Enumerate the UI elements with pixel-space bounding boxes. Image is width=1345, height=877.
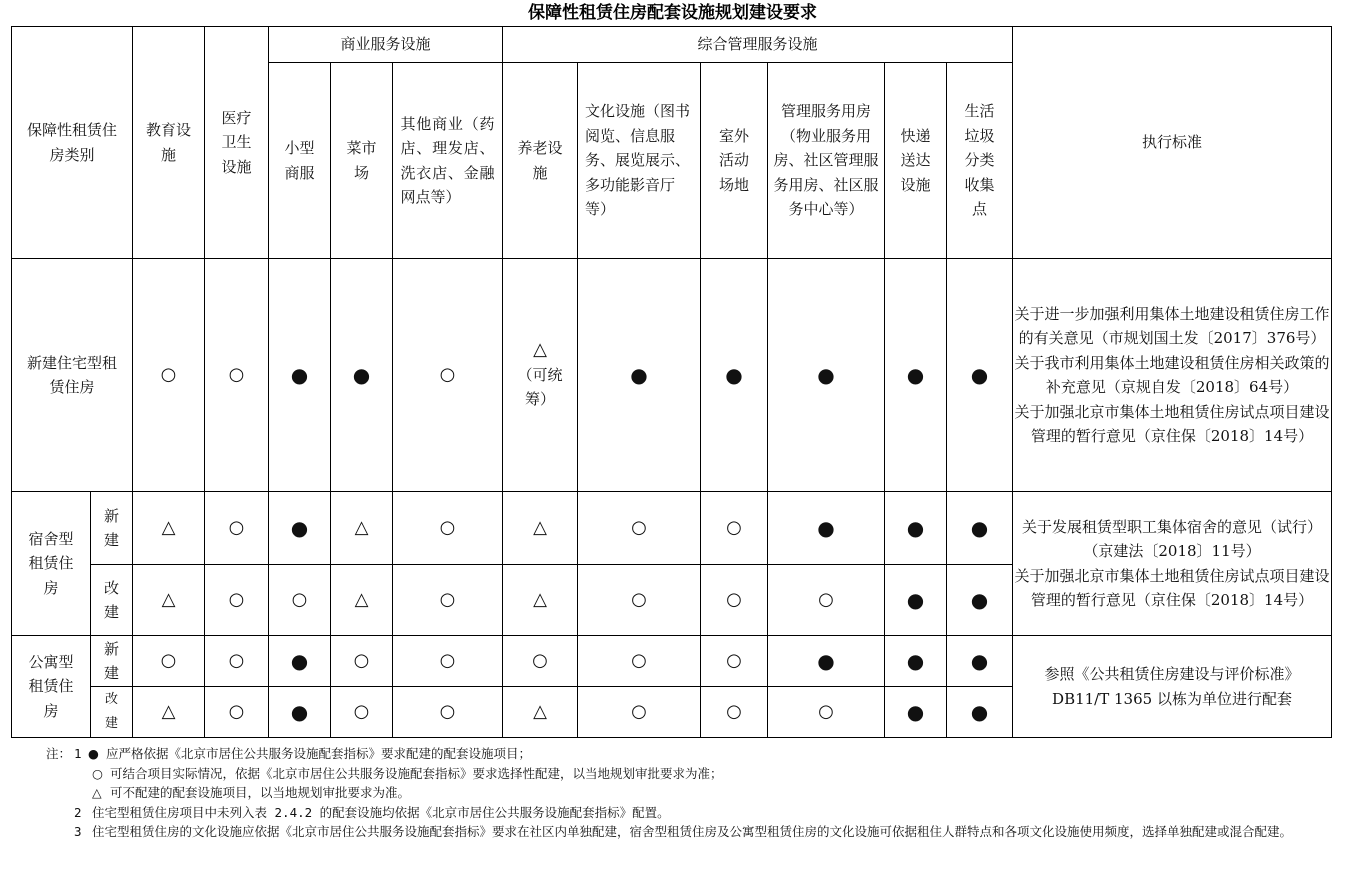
cell-education: △ [133,492,205,565]
cell-garbage-sorting: ● [947,259,1013,492]
cell-management-rooms: ● [768,259,885,492]
notes-section [46,744,1336,842]
cell-culture: ● [578,259,701,492]
cell-outdoor-space: ○ [701,565,768,636]
header-garbage-sorting: 生活垃圾分类收集点 [947,63,1013,259]
row-sublabel-new: 新建 [91,492,133,565]
cell-culture: ○ [578,636,701,687]
cell-express-delivery: ● [885,636,947,687]
cell-garbage-sorting: ● [947,492,1013,565]
row-sublabel-new: 新建 [91,636,133,687]
cell-medical: ○ [205,636,269,687]
cell-education: △ [133,565,205,636]
facility-requirements-table [11,26,1332,738]
row-label-dormitory: 宿舍型租赁住房 [12,492,91,636]
cell-outdoor-space: ● [701,259,768,492]
cell-vegetable-market: ○ [331,636,393,687]
cell-medical: ○ [205,492,269,565]
row-sublabel-rebuild: 改建 [91,565,133,636]
cell-management-rooms: ● [768,636,885,687]
header-elderly-care: 养老设施 [503,63,578,259]
header-commercial-group: 商业服务设施 [269,27,503,63]
header-outdoor-space: 室外活动场地 [701,63,768,259]
table-row [12,492,1332,565]
cell-elderly-care: ○ [503,636,578,687]
header-express-delivery: 快递送达设施 [885,63,947,259]
cell-garbage-sorting: ● [947,687,1013,738]
triangle-icon: △ [92,785,102,801]
header-category: 保障性租赁住房类别 [12,27,133,259]
cell-elderly-care: △ [503,687,578,738]
header-medical: 医疗卫生设施 [205,27,269,259]
cell-small-commerce: ● [269,492,331,565]
note-1: 注： 1 ● 应严格依据《北京市居住公共服务设施配套指标》要求配建的配套设施项目； [46,744,1336,764]
cell-other-commerce: ○ [393,687,503,738]
cell-small-commerce: ● [269,687,331,738]
standard-apartment: 参照《公共租赁住房建设与评价标准》 DB11/T 1365 以栋为单位进行配套 [1013,636,1332,738]
header-culture: 文化设施（图书阅览、信息服务、展览展示、多功能影音厅等） [578,63,701,259]
standard-dormitory: 关于发展租赁型职工集体宿舍的意见（试行）（京建法〔2018〕11号） 关于加强北京市集体土地租赁住房试点项目建设管理的暂行意见（京住保〔2018〕14号） [1013,492,1332,636]
cell-medical: ○ [205,259,269,492]
header-other-commerce: 其他商业（药店、理发店、洗衣店、金融网点等） [393,63,503,259]
cell-vegetable-market: △ [331,492,393,565]
filled-circle-icon: ● [88,746,99,761]
cell-management-rooms: ○ [768,565,885,636]
cell-express-delivery: ● [885,565,947,636]
row-sublabel-rebuild: 改建 [91,687,133,738]
cell-other-commerce: ○ [393,492,503,565]
cell-other-commerce: ○ [393,565,503,636]
cell-management-rooms: ● [768,492,885,565]
table-row [12,259,1332,492]
note-2: 2 住宅型租赁住房项目中未列入表 2.4.2 的配套设施均依据《北京市居住公共服务设施配套指标》配置。 [74,804,670,820]
row-label-apartment: 公寓型租赁住房 [12,636,91,738]
cell-small-commerce: ● [269,636,331,687]
cell-management-rooms: ○ [768,687,885,738]
cell-medical: ○ [205,565,269,636]
cell-education: ○ [133,636,205,687]
cell-other-commerce: ○ [393,259,503,492]
cell-outdoor-space: ○ [701,636,768,687]
cell-culture: ○ [578,687,701,738]
hollow-circle-icon: ○ [92,765,103,781]
cell-express-delivery: ● [885,259,947,492]
cell-medical: ○ [205,687,269,738]
cell-express-delivery: ● [885,492,947,565]
cell-garbage-sorting: ● [947,565,1013,636]
cell-vegetable-market: △ [331,565,393,636]
cell-other-commerce: ○ [393,636,503,687]
cell-culture: ○ [578,492,701,565]
row-label-residential: 新建住宅型租赁住房 [12,259,133,492]
cell-education: ○ [133,259,205,492]
cell-education: △ [133,687,205,738]
note-1-hollow: ○ 可结合项目实际情况，依据《北京市居住公共服务设施配套指标》要求选择性配建，以当地规划审批要求为准； [92,764,1336,784]
table-row [12,636,1332,687]
cell-small-commerce: ○ [269,565,331,636]
page-title: 保障性租赁住房配套设施规划建设要求 [528,3,817,23]
cell-outdoor-space: ○ [701,492,768,565]
notes-prefix: 注： [46,746,72,761]
cell-vegetable-market: ● [331,259,393,492]
header-management-rooms: 管理服务用房（物业服务用房、社区管理服务用房、社区服务中心等） [768,63,885,259]
header-small-commerce: 小型商服 [269,63,331,259]
cell-culture: ○ [578,565,701,636]
cell-small-commerce: ● [269,259,331,492]
cell-outdoor-space: ○ [701,687,768,738]
cell-elderly-care: △ [503,565,578,636]
header-management-group: 综合管理服务设施 [503,27,1013,63]
cell-elderly-care: △ [503,492,578,565]
header-vegetable-market: 菜市场 [331,63,393,259]
cell-garbage-sorting: ● [947,636,1013,687]
cell-elderly-care: △ （可统筹） [503,259,578,492]
note-1-triangle: △ 可不配建的配套设施项目，以当地规划审批要求为准。 [92,783,1336,803]
cell-vegetable-market: ○ [331,687,393,738]
header-education: 教育设施 [133,27,205,259]
standard-residential: 关于进一步加强利用集体土地建设租赁住房工作的有关意见（市规划国土发〔2017〕376号） 关于我市利用集体土地建设租赁住房相关政策的补充意见（京规自发〔2018〕64号） 关于加强北京市集体土地租赁住房试点项目建设管理的暂行意见（京住保〔2018〕14号） [1013,259,1332,492]
note-3: 3 住宅型租赁住房的文化设施应依据《北京市居住公共服务设施配套指标》要求在社区内单独配建，宿舍型租赁住房及公寓型租赁住房的文化设施可依据租住人群特点和各项文化设施使用频度，选择单独配建或混合配建。 [74,824,1293,840]
cell-express-delivery: ● [885,687,947,738]
header-standard: 执行标准 [1013,27,1332,259]
